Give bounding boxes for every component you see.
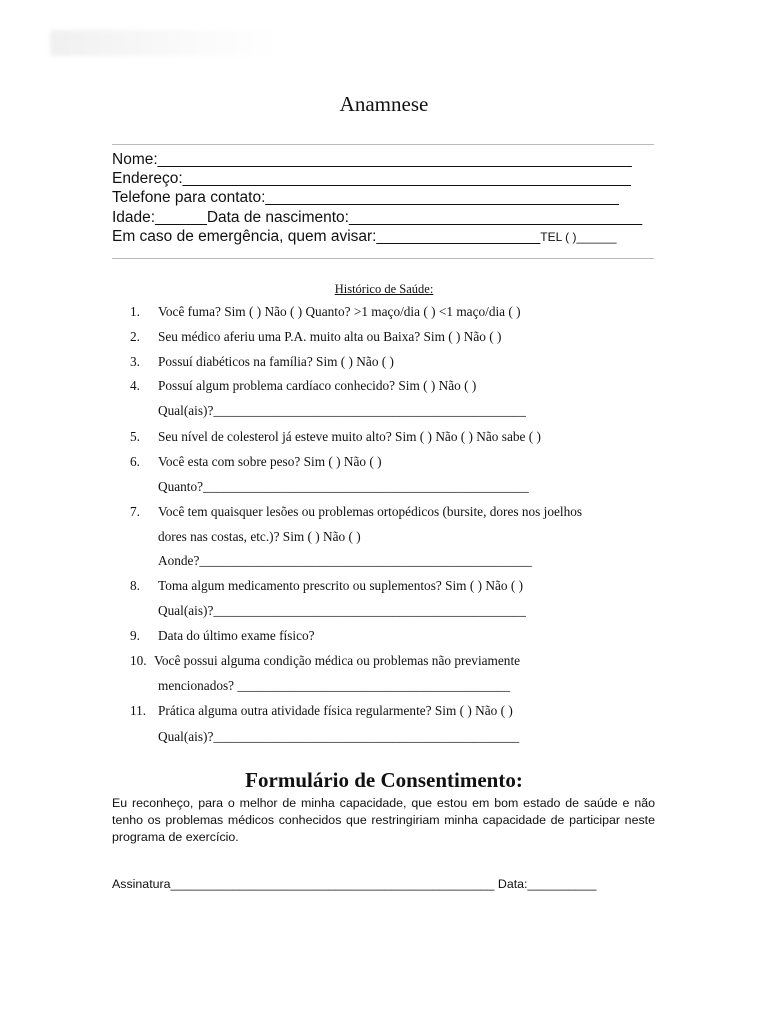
question-number: 1. [130,304,140,319]
question-11 [130,703,513,719]
question-7 [130,504,582,520]
question-text: Seu médico aferiu uma P.A. muito alta ou Baixa? Sim ( ) Não ( ) [158,329,502,344]
question-5 [130,429,541,445]
signature-row [112,877,672,891]
question-number: 10. [130,653,147,668]
patient-info-block [112,150,672,247]
question-4 [130,378,476,394]
scan-smudge [50,30,280,56]
question-number: 5. [130,429,140,444]
question-10-answer-field[interactable]: mencionados? _________________________________________ [158,678,510,693]
question-text: Data do último exame físico? [158,628,315,643]
age-birthdate-field[interactable]: Idade:______Data de nascimento:__________________________________ [112,208,643,226]
emergency-contact-row [112,227,672,247]
question-8 [130,578,523,594]
emergency-contact-field[interactable]: Em caso de emergência, quem avisar:___________________ [112,227,541,245]
question-number: 4. [130,378,140,393]
question-text: Seu nível de colesterol já esteve muito alto? Sim ( ) Não ( ) Não sabe ( ) [158,429,541,444]
question-text: Prática alguma outra atividade física regularmente? Sim ( ) Não ( ) [158,703,513,718]
divider-top [112,144,654,145]
question-text: Possuí algum problema cardíaco conhecido? Sim ( ) Não ( ) [158,378,477,393]
health-history-title: Histórico de Saúde: [334,282,434,296]
consent-title: Formulário de Consentimento: [245,768,523,792]
page-title: Anamnese [339,92,429,116]
question-10 [130,653,520,669]
address-field[interactable]: Endereço:____________________________________________________ [112,170,631,188]
question-4-answer-field[interactable]: Qual(ais)?_______________________________________________ [158,403,526,418]
question-number: 8. [130,578,140,593]
question-text: Você tem quaisquer lesões ou problemas ortopédicos (bursite, dores nos joelhos [158,504,583,519]
question-8-answer-field[interactable]: Qual(ais)?_______________________________________________ [158,603,526,618]
question-number: 7. [130,504,140,519]
question-text: Toma algum medicamento prescrito ou suplementos? Sim ( ) Não ( ) [158,578,524,593]
divider-bottom [112,258,654,259]
question-text: Possuí diabéticos na família? Sim ( ) Não ( ) [158,354,394,369]
question-9 [130,628,315,644]
question-number: 11. [130,703,147,718]
date-field[interactable]: Data:__________ [497,877,597,891]
question-3 [130,354,394,370]
name-field[interactable]: Nome:_______________________________________________________ [112,151,632,168]
phone-field[interactable]: Telefone para contato:_________________________________________ [112,189,619,207]
question-11-answer-field[interactable]: Qual(ais)?______________________________________________ [158,729,520,744]
question-7-answer-field[interactable]: Aonde?__________________________________________________ [158,553,532,568]
consent-paragraph: Eu reconheço, para o melhor de minha capacidade, que estou em bom estado de saúde e não tenho os problemas médicos conhecidos que restringiriam minha capacidade de participar neste programa de exercício. [112,796,655,844]
question-text: Você esta com sobre peso? Sim ( ) Não ( ) [158,454,382,469]
question-6-answer-field[interactable]: Quanto?_________________________________________________ [158,479,529,494]
question-2 [130,329,501,345]
question-number: 9. [130,628,140,643]
signature-field[interactable]: Assinatura_______________________________________________ [112,877,495,891]
question-number: 6. [130,454,140,469]
question-6 [130,454,382,470]
question-1 [130,304,521,320]
question-text: Você possui alguma condição médica ou problemas não previamente [154,653,521,668]
question-number: 3. [130,354,140,369]
question-7-continuation: dores nas costas, etc.)? Sim ( ) Não ( ) [158,529,361,544]
emergency-tel-field[interactable]: TEL ( )______ [540,229,617,244]
question-number: 2. [130,329,140,344]
question-text: Você fuma? Sim ( ) Não ( ) Quanto? >1 maço/dia ( ) <1 maço/dia ( ) [158,304,521,319]
